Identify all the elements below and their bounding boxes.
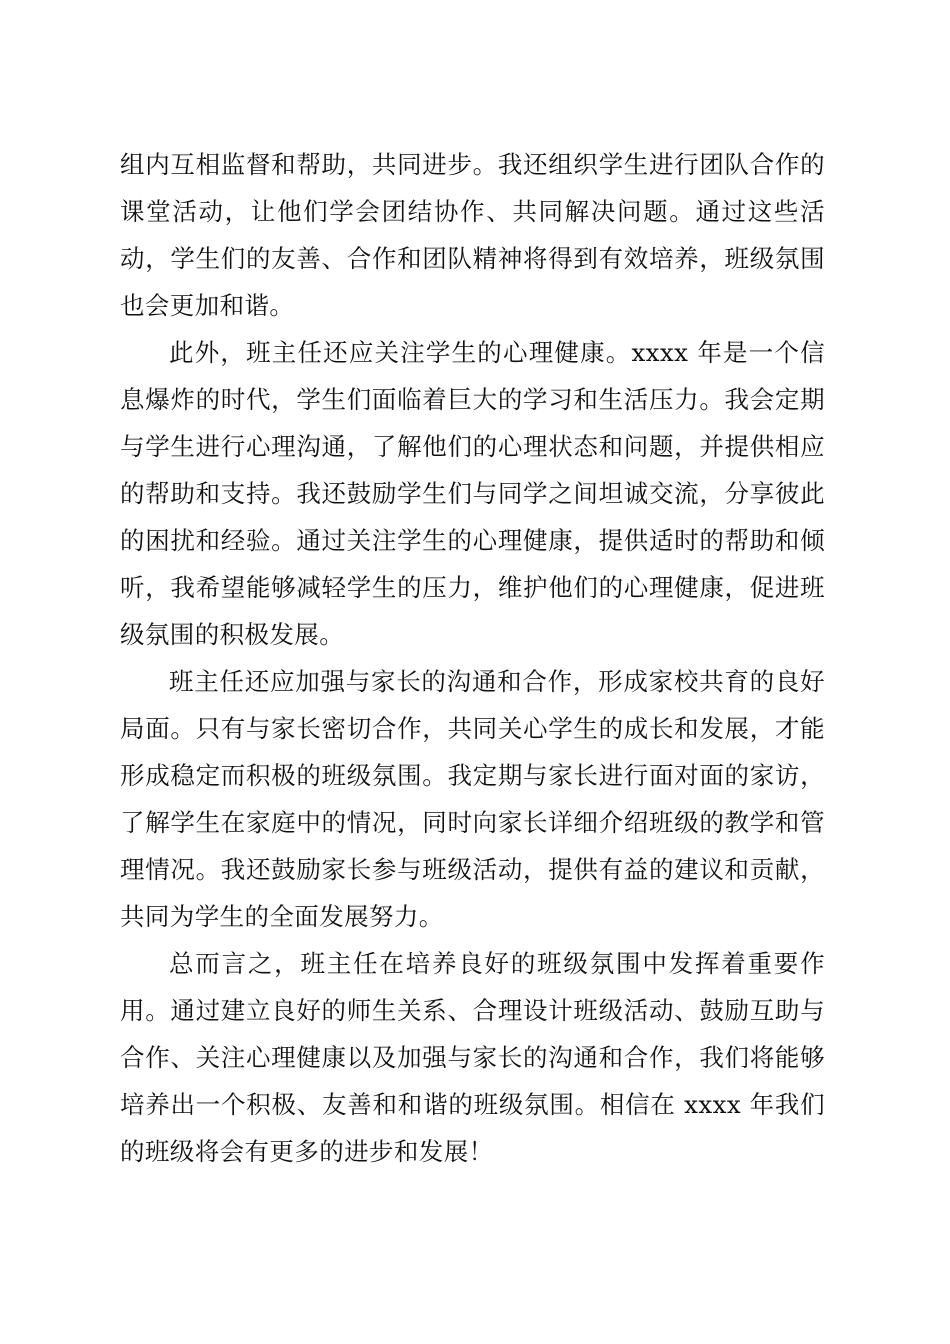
- paragraph-conclusion: 总而言之，班主任在培养良好的班级氛围中发挥着重要作用。通过建立良好的师生关系、合理设计班级活动、鼓励互助与合作、关注心理健康以及加强与家长的沟通和合作，我们将能够培养出一个积极、友善和和谐的班级氛围。相信在 xxxx 年我们的班级将会有更多的进步和发展！: [120, 949, 825, 1166]
- paragraph-teamwork: 组内互相监督和帮助，共同进步。我还组织学生进行团队合作的课堂活动，让他们学会团结协作、共同解决问题。通过这些活动，学生们的友善、合作和团队精神将得到有效培养，班级氛围也会更加和谐。: [120, 150, 825, 320]
- paragraph-mental-health: 此外，班主任还应关注学生的心理健康。xxxx 年是一个信息爆炸的时代，学生们面临着巨大的学习和生活压力。我会定期与学生进行心理沟通，了解他们的心理状态和问题，并提供相应的帮助和支持。我还鼓励学生们与同学之间坦诚交流，分享彼此的困扰和经验。通过关注学生的心理健康，提供适时的帮助和倾听，我希望能够减轻学生的压力，维护他们的心理健康，促进班级氛围的积极发展。: [120, 338, 825, 649]
- document-body: [120, 141, 825, 1175]
- paragraph-parent-communication: 班主任还应加强与家长的沟通和合作，形成家校共育的良好局面。只有与家长密切合作，共同关心学生的成长和发展，才能形成稳定而积极的班级氛围。我定期与家长进行面对面的家访，了解学生在家庭中的情况，同时向家长详细介绍班级的教学和管理情况。我还鼓励家长参与班级活动，提供有益的建议和贡献，共同为学生的全面发展努力。: [120, 667, 825, 931]
